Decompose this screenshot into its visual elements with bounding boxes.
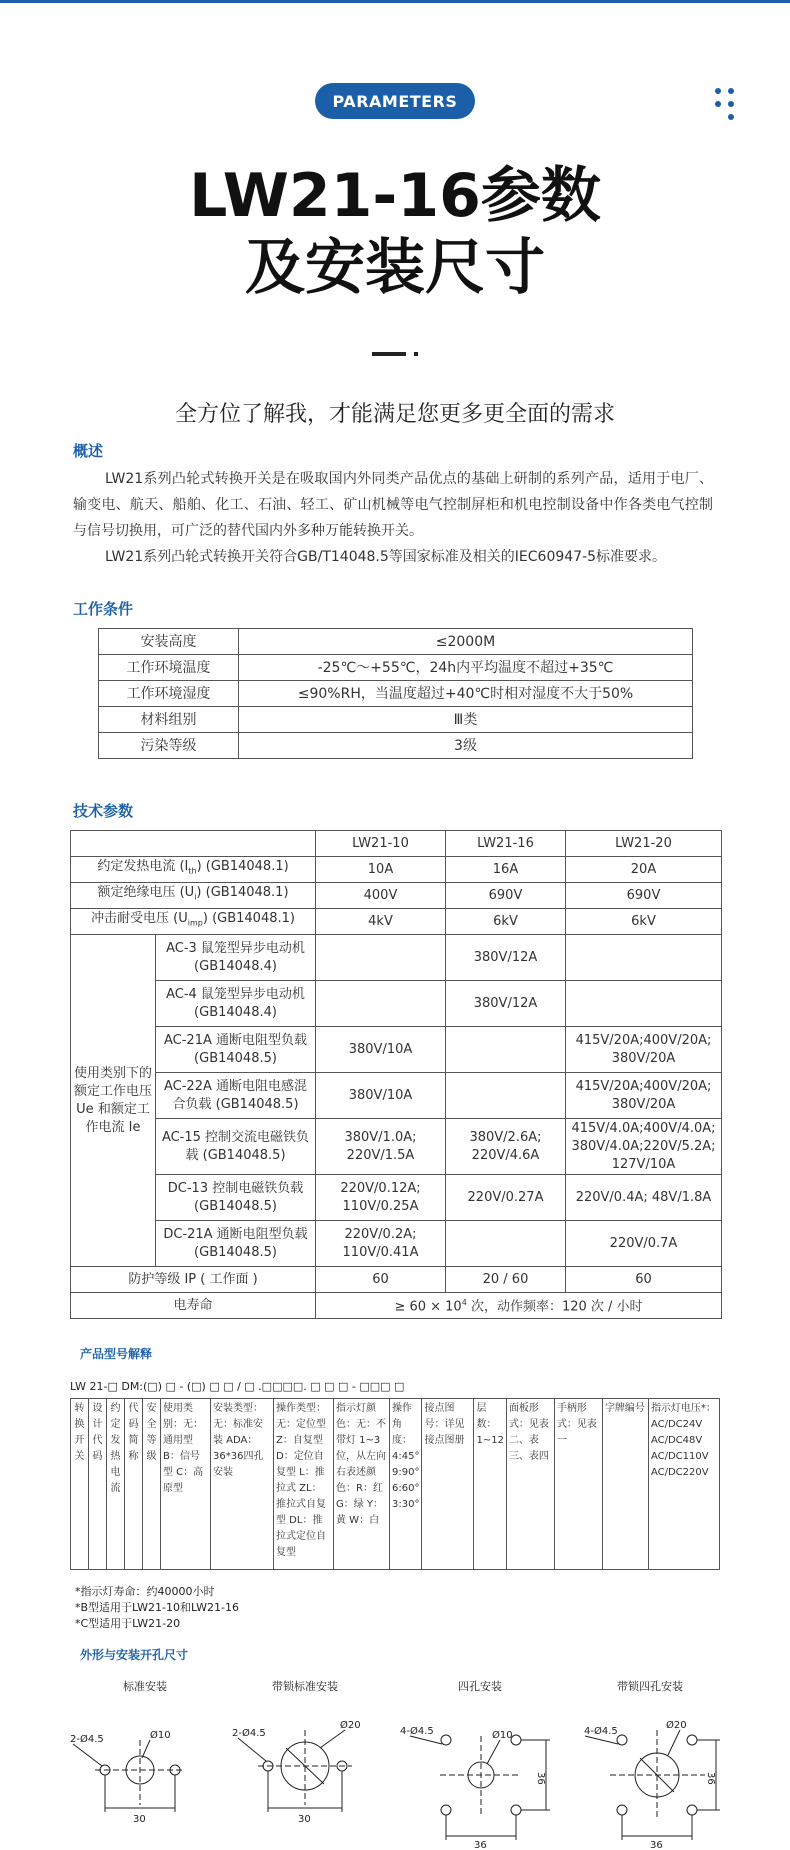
cell — [446, 1073, 566, 1119]
cell — [316, 981, 446, 1027]
overview-heading: 概述 — [73, 442, 104, 460]
install-drawings — [0, 1700, 790, 1850]
table-row — [71, 857, 722, 883]
dim-label: 36 — [650, 1840, 663, 1850]
table-row — [71, 909, 722, 935]
cell: 60 — [566, 1267, 722, 1293]
model-code: LW 21-□ DM:(□) □ - (□) □ □ / □ .□□□□. □ □ □ - □□□ □ — [70, 1380, 405, 1393]
cond-value: 3级 — [239, 733, 693, 759]
table-row — [99, 681, 693, 707]
title-divider — [372, 352, 406, 356]
model-cell: 指示灯电压*：AC/DC24V AC/DC48V AC/DC110V AC/DC220V — [648, 1399, 719, 1570]
conditions-table — [98, 628, 693, 759]
table-row — [71, 1293, 722, 1319]
table-row — [71, 1073, 722, 1119]
menu-dots-icon[interactable] — [715, 88, 739, 122]
dim-label: 30 — [133, 1814, 146, 1825]
dim-label: Ø20 — [666, 1720, 687, 1731]
row-label: 防护等级 IP ( 工作面 ) — [71, 1267, 316, 1293]
dim-label: Ø10 — [492, 1730, 513, 1741]
model-cell: 设计代码 — [89, 1399, 107, 1570]
top-accent-line — [0, 0, 790, 3]
cell: 20 / 60 — [446, 1267, 566, 1293]
table-row — [99, 655, 693, 681]
dim-label: 30 — [298, 1814, 311, 1825]
cell: 380V/2.6A; 220V/4.6A — [446, 1119, 566, 1175]
cat-label: AC-15 控制交流电磁铁负载 (GB14048.5) — [156, 1119, 316, 1175]
install-type-label: 四孔安装 — [458, 1680, 502, 1693]
model-table — [70, 1398, 720, 1570]
cell: 220V/0.7A — [566, 1221, 722, 1267]
cell: 400V — [316, 883, 446, 909]
table-row — [71, 1119, 722, 1175]
table-row — [71, 981, 722, 1027]
cell: 10A — [316, 857, 446, 883]
model-cell: 转换开关 — [71, 1399, 89, 1570]
model-cell: 操作类型：无：定位型 Z：自复型 D：定位自复型 L：推拉式 ZL：推拉式自复型 DL：推拉式定位自复型 — [274, 1399, 334, 1570]
cat-label: AC-4 鼠笼型异步电动机 (GB14048.4) — [156, 981, 316, 1027]
cell: 380V/10A — [316, 1027, 446, 1073]
cond-value: Ⅲ类 — [239, 707, 693, 733]
cell: 415V/20A;400V/20A; 380V/20A — [566, 1027, 722, 1073]
install-type-label: 标准安装 — [123, 1680, 167, 1693]
table-row — [71, 935, 722, 981]
dim-label: Ø10 — [150, 1730, 171, 1741]
cond-value: ≤90%RH，当温度超过+40℃时相对湿度不大于50% — [239, 681, 693, 707]
model-heading: 产品型号解释 — [80, 1347, 153, 1361]
overview-paragraph-1: LW21系列凸轮式转换开关是在吸取国内外同类产品优点的基础上研制的系列产品，适用于电厂、输变电、航天、船舶、化工、石油、轻工、矿山机械等电气控制屏柜和机电控制设备中作各类电气控制与信号切换用，可广泛的替代国内外多种万能转换开关。 — [73, 471, 713, 539]
row-label: 电寿命 — [71, 1293, 316, 1319]
cell: 380V/1.0A; 220V/1.5A — [316, 1119, 446, 1175]
cell: 20A — [566, 857, 722, 883]
note-1: *指示灯寿命：约40000小时 — [75, 1585, 215, 1598]
model-cell: 字牌编号 — [602, 1399, 648, 1570]
dim-label: Ø20 — [340, 1720, 361, 1731]
note-2: *B型适用于LW21-10和LW21-16 — [75, 1601, 239, 1614]
cell: 220V/0.27A — [446, 1175, 566, 1221]
cell: 415V/20A;400V/20A; 380V/20A — [566, 1073, 722, 1119]
table-row — [71, 831, 722, 857]
cell: 6kV — [566, 909, 722, 935]
page-title-line2: 及安装尺寸 — [245, 233, 545, 303]
model-cell: 手柄形式：见表一 — [554, 1399, 602, 1570]
row-label: 额定绝缘电压 $(U_i)$ (GB14048.1) — [71, 883, 316, 909]
cond-key: 安装高度 — [99, 629, 239, 655]
table-row — [71, 1175, 722, 1221]
cond-value: -25℃～+55℃，24h内平均温度不超过+35℃ — [239, 655, 693, 681]
model-cell: 面板形式：见表二、表三、表四 — [506, 1399, 554, 1570]
model-cell: 使用类别：无：通用型 B：信号型 C：高原型 — [161, 1399, 211, 1570]
install-type-label: 带锁标准安装 — [272, 1680, 338, 1693]
tech-heading: 技术参数 — [73, 802, 134, 820]
model-cell: 代码简称 — [125, 1399, 143, 1570]
parameters-badge: PARAMETERS — [315, 83, 475, 119]
col-header: LW21-16 — [446, 831, 566, 857]
cat-label: AC-22A 通断电阻电感混合负载 (GB14048.5) — [156, 1073, 316, 1119]
cell — [446, 1221, 566, 1267]
cond-key: 工作环境温度 — [99, 655, 239, 681]
cell: 380V/10A — [316, 1073, 446, 1119]
dim-label: 4-Ø4.5 — [584, 1726, 618, 1737]
install-heading: 外形与安装开孔尺寸 — [80, 1648, 189, 1662]
cat-label: AC-21A 通断电阻型负载 (GB14048.5) — [156, 1027, 316, 1073]
cell: 380V/12A — [446, 935, 566, 981]
cond-value: ≤2000M — [239, 629, 693, 655]
table-row — [71, 1267, 722, 1293]
cell — [316, 935, 446, 981]
model-cell: 层数：1~12 — [474, 1399, 506, 1570]
cell: 415V/4.0A;400V/4.0A; 380V/4.0A;220V/5.2A; 127V/10A — [566, 1119, 722, 1175]
cell: 380V/12A — [446, 981, 566, 1027]
cat-label: DC-13 控制电磁铁负载 (GB14048.5) — [156, 1175, 316, 1221]
cell: 4kV — [316, 909, 446, 935]
dim-label: 2-Ø4.5 — [232, 1728, 266, 1739]
dim-label: 36 — [705, 1772, 716, 1785]
table-row — [71, 1027, 722, 1073]
install-type-label: 带锁四孔安装 — [617, 1680, 683, 1693]
life-cell: ≥ $60 \times 10^4$ 次，动作频率：120 次 / 小时 — [316, 1293, 722, 1319]
row-label: 约定发热电流 $(I_{th})$ (GB14048.1) — [71, 857, 316, 883]
conditions-heading: 工作条件 — [73, 600, 134, 618]
note-3: *C型适用于LW21-20 — [75, 1617, 181, 1630]
cond-key: 材料组别 — [99, 707, 239, 733]
model-cell: 操作角度：4:45° 9:90° 6:60° 3:30° — [390, 1399, 422, 1570]
tech-table — [70, 830, 722, 1319]
dim-label: 36 — [535, 1772, 546, 1785]
cond-key: 污染等级 — [99, 733, 239, 759]
cat-label: AC-3 鼠笼型异步电动机 (GB14048.4) — [156, 935, 316, 981]
cond-key: 工作环境湿度 — [99, 681, 239, 707]
table-row — [99, 733, 693, 759]
table-row — [99, 707, 693, 733]
table-row — [99, 629, 693, 655]
title-divider-dot — [414, 352, 418, 356]
cell: 690V — [446, 883, 566, 909]
table-row — [71, 883, 722, 909]
model-cell: 指示灯颜色：无：不带灯 1~3位，从左向右表述颜色：R：红 G：绿 Y：黄 W：白 — [334, 1399, 390, 1570]
model-cell: 安全等级 — [143, 1399, 161, 1570]
dim-label: 4-Ø4.5 — [400, 1726, 434, 1737]
page-subtitle: 全方位了解我，才能满足您更多更全面的需求 — [174, 402, 615, 427]
cell: 220V/0.4A; 48V/1.8A — [566, 1175, 722, 1221]
overview-paragraph-2: LW21系列凸轮式转换开关符合GB/T14048.5等国家标准及相关的IEC60947-5标准要求。 — [105, 549, 667, 565]
cell: 6kV — [446, 909, 566, 935]
dim-label: 2-Ø4.5 — [70, 1734, 104, 1745]
cell: 220V/0.12A; 110V/0.25A — [316, 1175, 446, 1221]
cell: 60 — [316, 1267, 446, 1293]
col-header: LW21-10 — [316, 831, 446, 857]
cell — [446, 1027, 566, 1073]
model-cell: 约定发热电流 — [107, 1399, 125, 1570]
group-label: 使用类别下的额定工作电压 Ue 和额定工作电流 Ie — [71, 935, 156, 1267]
table-row — [71, 1221, 722, 1267]
cell: 220V/0.2A; 110V/0.41A — [316, 1221, 446, 1267]
cell: 690V — [566, 883, 722, 909]
cell — [566, 935, 722, 981]
cat-label: DC-21A 通断电阻型负载 (GB14048.5) — [156, 1221, 316, 1267]
model-cell: 接点图号：详见接点图册 — [422, 1399, 474, 1570]
row-label: 冲击耐受电压 $(U_{imp})$ (GB14048.1) — [71, 909, 316, 935]
cell: 16A — [446, 857, 566, 883]
page-title-line1: LW21-16参数 — [189, 161, 601, 231]
dim-label: 36 — [474, 1840, 487, 1850]
model-cell: 安装类型：无：标准安装 ADA：36*36四孔安装 — [211, 1399, 274, 1570]
cell — [566, 981, 722, 1027]
col-header: LW21-20 — [566, 831, 722, 857]
